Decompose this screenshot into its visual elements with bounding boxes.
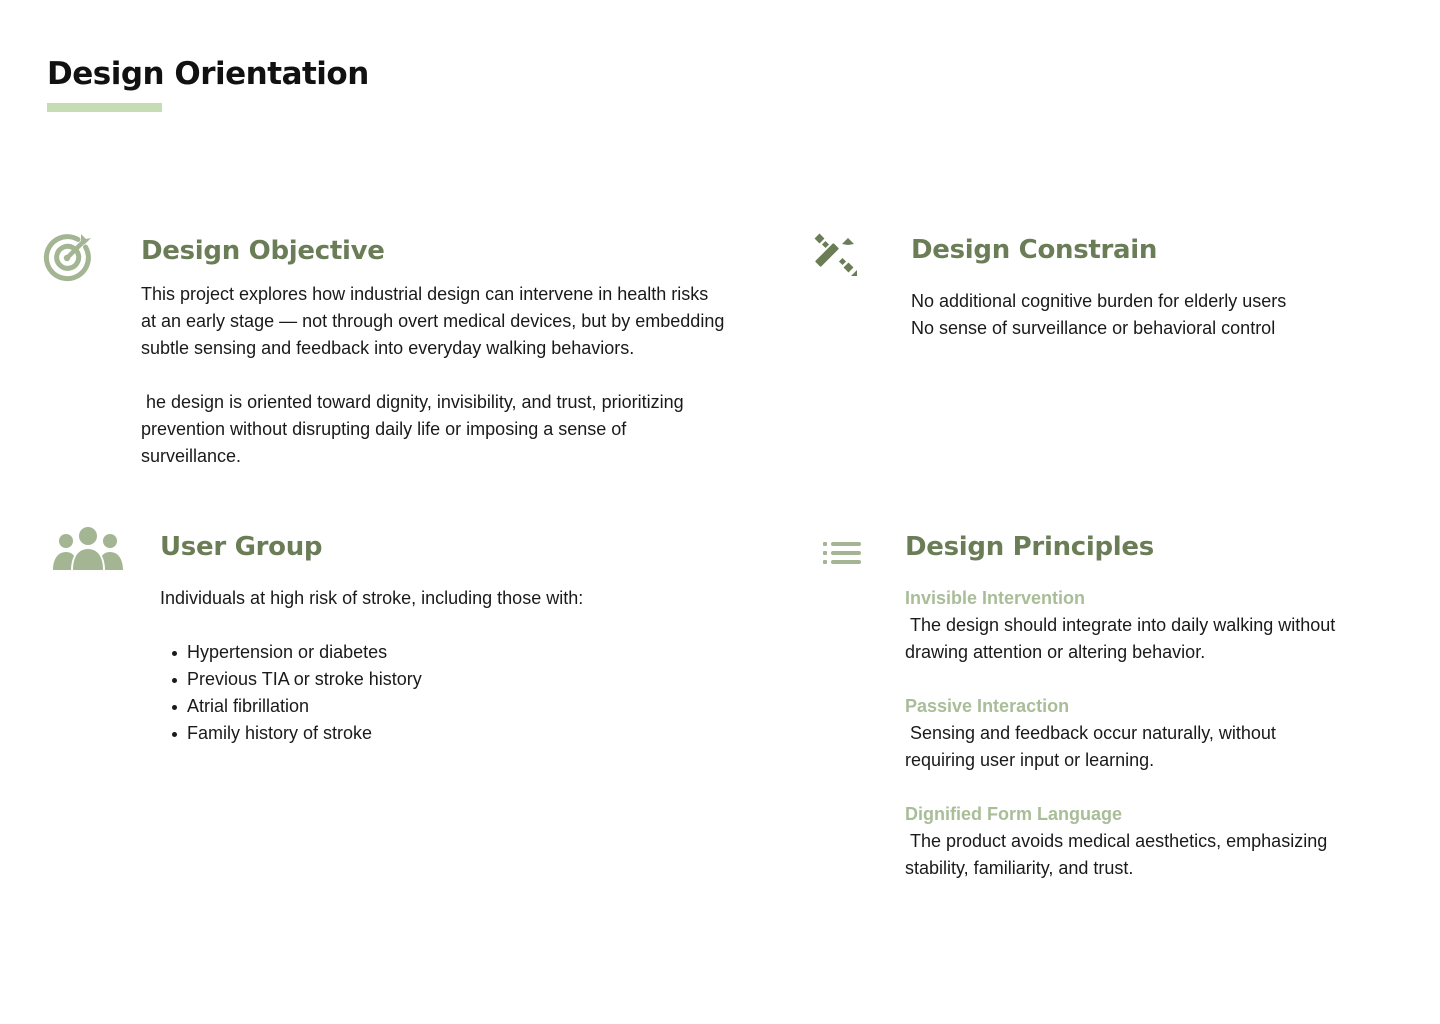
design-principles-heading: Design Principles bbox=[905, 532, 1154, 562]
users-icon bbox=[52, 526, 124, 572]
objective-paragraph: This project explores how industrial design can intervene in health risks at an early stage — not through overt medical devices, but by embedding subtle sensing and feedback into everyday walking behaviors. bbox=[141, 284, 725, 358]
target-icon bbox=[41, 230, 95, 284]
design-tools-icon bbox=[813, 232, 859, 278]
design-principles-list bbox=[905, 585, 1345, 909]
list-item: Previous TIA or stroke history bbox=[160, 666, 720, 693]
principle-item bbox=[905, 801, 1345, 882]
design-objective-text bbox=[141, 281, 726, 470]
principle-description: The design should integrate into daily walking without drawing attention or altering behavior. bbox=[905, 615, 1336, 662]
principle-title: Invisible Intervention bbox=[905, 588, 1086, 608]
list-icon bbox=[822, 540, 862, 566]
user-group-list bbox=[160, 639, 720, 747]
design-constraint-text bbox=[911, 288, 1411, 342]
user-group-intro: Individuals at high risk of stroke, including those with: bbox=[160, 588, 584, 608]
principle-title: Passive Interaction bbox=[905, 696, 1070, 716]
constraint-line: No sense of surveillance or behavioral control bbox=[911, 318, 1276, 338]
design-objective-heading: Design Objective bbox=[141, 236, 385, 266]
design-constraint-heading: Design Constrain bbox=[911, 235, 1158, 265]
principle-item bbox=[905, 693, 1345, 774]
principle-title: Dignified Form Language bbox=[905, 804, 1123, 824]
list-item: Family history of stroke bbox=[160, 720, 720, 747]
constraint-line: No additional cognitive burden for elderly users bbox=[911, 291, 1287, 311]
list-item: Atrial fibrillation bbox=[160, 693, 720, 720]
user-group-heading: User Group bbox=[160, 532, 323, 562]
title-underline bbox=[47, 103, 162, 112]
list-item: Hypertension or diabetes bbox=[160, 639, 720, 666]
principle-item bbox=[905, 585, 1345, 666]
user-group-text bbox=[160, 585, 720, 747]
page-title: Design Orientation bbox=[47, 56, 369, 92]
objective-paragraph: he design is oriented toward dignity, invisibility, and trust, prioritizing prevention without disrupting daily life or imposing a sense of surveillance. bbox=[141, 392, 684, 466]
principle-description: The product avoids medical aesthetics, emphasizing stability, familiarity, and trust. bbox=[905, 831, 1328, 878]
principle-description: Sensing and feedback occur naturally, without requiring user input or learning. bbox=[905, 723, 1276, 770]
